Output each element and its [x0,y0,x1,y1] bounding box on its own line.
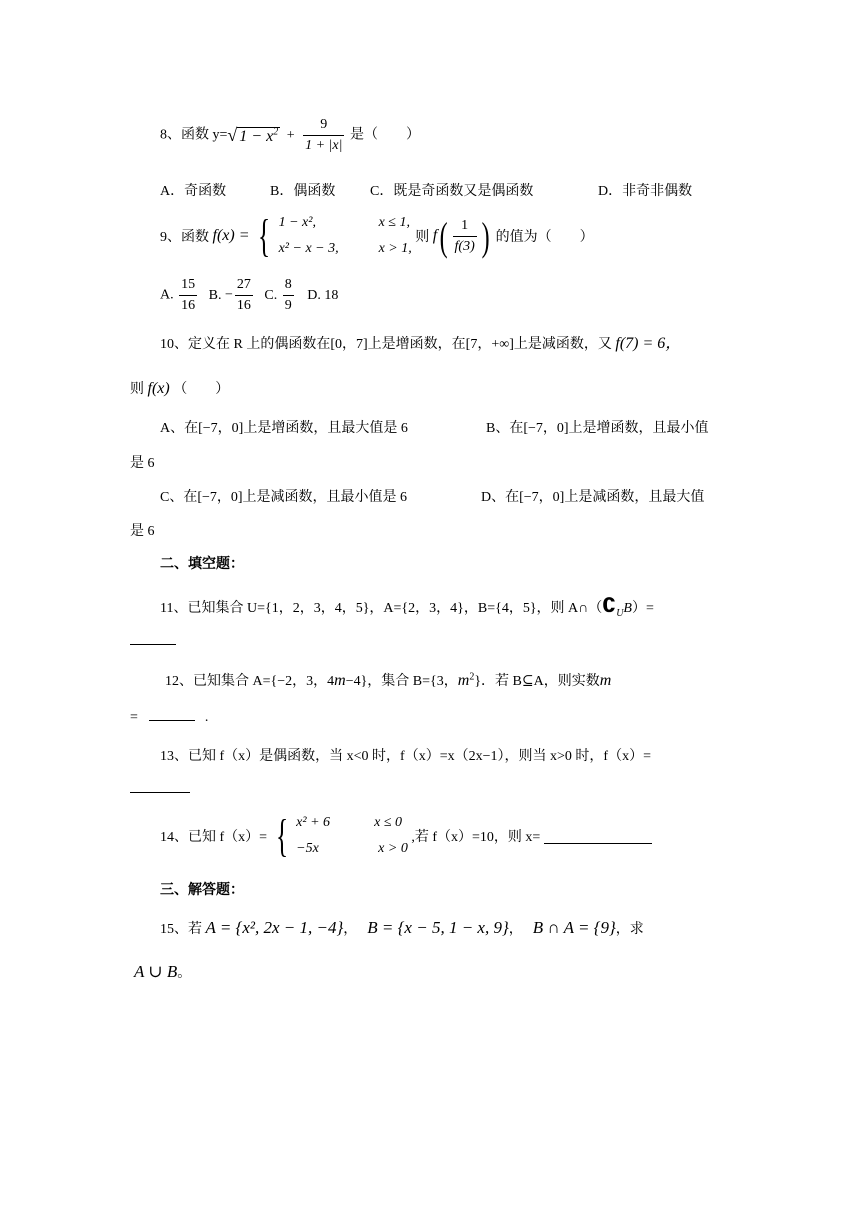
question-14 [160,810,652,862]
q9-opt-a-frac [179,275,197,316]
q12-answer-blank[interactable] [149,708,195,721]
q12-sup: 2 [469,671,475,683]
q10-option-d-cont: 是 6 [130,524,155,539]
q12-mid: −4}，集合 B={3， [345,674,458,689]
q8-option-a: A．奇函数 [160,184,227,199]
q9-inner-fraction [453,216,477,257]
q14-prefix: 14、已知 f（x）= [160,830,268,845]
q9-options [160,275,338,316]
q9-stem-prefix: 9、函数 [160,230,209,245]
question-13: 13、已知 f（x）是偶函数，当 x<0 时，f（x）=x（2x−1），则当 x>0 时，f（x）= [160,749,651,764]
q8-stem-prefix: 8、函数 y= [160,127,228,143]
q8-frac-num: 9 [303,115,344,136]
q15-suffix: ，求 [615,922,644,937]
q12-suffix: }．若 B⊆A，则实数 [474,674,600,689]
q15-prefix: 15、若 [160,922,202,937]
q10-option-b-cont: 是 6 [130,456,155,471]
q8-sqrt-body: $1 - x^2$ [239,126,279,145]
q8-option-b: B．偶函数 [270,184,336,199]
q9-case2-cond: x > 1, [378,241,412,256]
q14-case2-expr: −5x [296,841,319,856]
q8-option-d: D．非奇非偶数 [598,184,693,199]
q9-inner-den: f(3) [454,238,475,254]
q14-suffix: ,若 f（x）=10，则 x= [411,830,541,845]
section-2-heading: 二、填空题： [160,557,244,572]
q11-set-b: B [623,601,632,616]
q9-case1-cond: x ≤ 1, [378,215,410,230]
q13-answer-blank[interactable] [130,782,190,798]
q15-sep2: ， [508,922,523,937]
q12-text: 12、已知集合 A={−2，3，4 [165,674,335,689]
question-9 [160,210,594,262]
q9-opt-c-frac [283,275,294,316]
q9-opt-c-label: C. [264,287,278,303]
q9-opt-a-den: 16 [181,298,196,313]
q9-opt-b-num: 27 [235,275,253,296]
q14-cases [296,810,408,862]
q15-line2 [134,962,191,982]
q15-set-b: B = {x − 5, 1 − x, 9} [367,918,509,937]
q14-case1-expr: x² + 6 [296,815,331,830]
q15-end: 。 [177,966,192,981]
q9-case2-expr: x² − x − 3, [278,241,339,256]
q10-line2-suffix: （ ） [173,382,230,397]
q9-opt-b-sign: − [224,287,233,303]
q9-opt-d: D. 18 [307,287,339,303]
q15-sep1: ， [343,922,358,937]
question-8 [160,115,420,156]
q9-case1-expr: 1 − x², [278,215,316,230]
q14-answer-blank[interactable] [544,829,652,844]
q9-opt-a-label: A. [160,287,174,303]
section-3-heading: 三、解答题： [160,883,244,898]
q9-inner-num: 1 [453,216,477,237]
q9-opt-c-num: 8 [283,275,294,296]
q10-line1-text: 10、定义在 R 上的偶函数在[0，7]上是增函数，在[7，+∞]上是减函数，又 [160,337,612,352]
q11-sub-u: U [616,607,624,619]
q10-line2-math: f(x) [147,380,170,397]
q14-case1-cond: x ≤ 0 [374,815,403,830]
q9-brace: { [257,210,271,261]
q10-option-c: C、在[−7，0]上是减函数，且最小值是 6 [160,490,408,505]
q12-line2 [130,708,208,726]
q9-opt-a-num: 15 [179,275,197,296]
q9-paren-right: ) [481,213,490,259]
q12-m1: m [334,672,346,689]
q10-option-b: B、在[−7，0]上是增函数，且最小值 [486,421,709,436]
q9-opt-b-frac [235,275,253,316]
q8-frac-den: 1 + |x| [305,138,343,153]
q15-intersection: B ∩ A = {9} [532,918,616,937]
question-11 [160,593,654,619]
q9-then: 则 [415,230,430,245]
q11-text: 11、已知集合 U={1，2，3，4，5}，A={2，3，4}，B={4，5}，则 A∩（ [160,601,603,616]
q10-line1-math: f(7) = 6， [615,335,682,352]
q11-suffix: ）= [631,601,654,616]
q11-answer-blank[interactable] [130,632,176,650]
question-12 [165,670,611,690]
q8-option-c: C．既是奇函数又是偶函数 [370,184,534,199]
q12-m2: m [457,672,470,689]
q12-m3: m [599,672,612,689]
q9-paren-left: ( [439,213,448,259]
q9-f: f [432,227,438,244]
q8-stem-suffix: 是（ ） [349,127,420,143]
q10-line2-prefix: 则 [130,382,144,397]
q10-line1 [160,330,681,353]
q8-fraction [303,115,344,156]
q10-option-a: A、在[−7，0]上是增函数，且最大值是 6 [160,421,408,436]
question-15 [160,918,644,938]
q10-line2 [130,378,229,398]
q9-opt-b-den: 16 [236,298,251,313]
q12-dot: . [204,710,209,725]
q12-equals: = [130,710,138,725]
q9-opt-c-den: 9 [284,298,292,313]
q10-option-d: D、在[−7，0]上是减函数，且最大值 [481,490,705,505]
q15-set-a: A = {x², 2x − 1, −4} [205,918,344,937]
q14-case2-cond: x > 0 [378,841,408,856]
q15-union: A ∪ B [134,962,178,981]
q9-opt-b-label: B. [208,287,222,303]
complement-symbol: ∁ [602,593,617,617]
q9-fx: f(x) = [212,227,250,244]
q8-plus: + [286,127,295,143]
q14-brace: { [275,810,288,861]
q9-cases [279,210,412,262]
q8-sqrt: √ $1 - x^2$ [227,125,279,145]
q9-stem-suffix: 的值为（ ） [495,230,594,245]
